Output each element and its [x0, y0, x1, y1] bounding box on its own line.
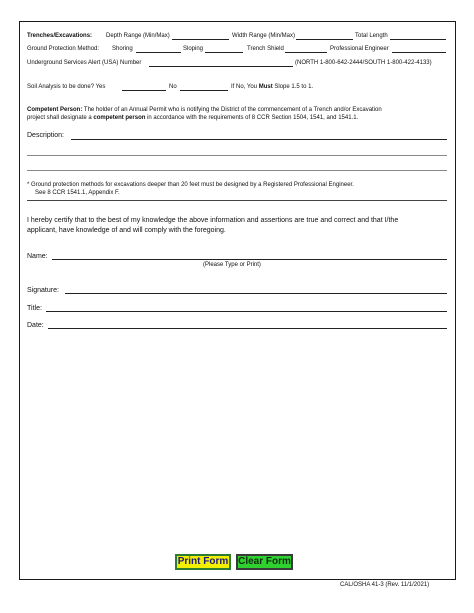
footnote-line-1: * Ground protection methods for excavations deeper than 20 feet must be designed by a Registered Professional Engineer.	[27, 182, 354, 188]
footnote-line-2: See 8 CCR 1541.1, Appendix F.	[35, 190, 120, 196]
sloping-label: Sloping	[183, 46, 204, 52]
sloping-field[interactable]	[205, 52, 243, 53]
trench-shield-label: Trench Shield	[247, 46, 284, 52]
soil-slope-note: If No, You Must Slope 1.5 to 1.	[231, 84, 314, 90]
total-length-label: Total Length	[355, 33, 388, 39]
trench-heading: Trenches/Excavations:	[27, 33, 93, 39]
usa-number-label: Underground Services Alert (USA) Number	[27, 60, 142, 66]
date-field[interactable]	[48, 328, 447, 329]
certification-line-1: I hereby certify that to the best of my knowledge the above information and assertions are true and correct and that I/the	[27, 217, 399, 224]
signature-field[interactable]	[65, 293, 447, 294]
name-hint: (Please Type or Print)	[203, 262, 261, 268]
section-divider	[27, 200, 447, 201]
soil-analysis-question: Soil Analysis to be done? Yes	[27, 84, 106, 90]
description-line-1[interactable]	[71, 139, 447, 140]
width-range-label: Width Range (Min/Max)	[232, 33, 296, 39]
description-line-3[interactable]	[27, 170, 447, 171]
total-length-field[interactable]	[390, 39, 446, 40]
protection-label: Ground Protection Method:	[27, 46, 100, 52]
competent-person-line-1: Competent Person: The holder of an Annual Permit who is notifying the District of the commencement of a Trench and/or Excavation	[27, 107, 382, 113]
competent-person-line-2: project shall designate a competent person in accordance with the requirements of 8 CCR Section 1504, 1541, and 1541.1.	[27, 115, 359, 121]
soil-no-field[interactable]	[180, 90, 228, 91]
description-line-2[interactable]	[27, 155, 447, 156]
title-label: Title:	[27, 305, 42, 312]
certification-line-2: applicant, have knowledge of and will comply with the foregoing.	[27, 227, 226, 234]
depth-range-label: Depth Range (Min/Max)	[106, 33, 170, 39]
width-range-field[interactable]	[296, 39, 353, 40]
professional-engineer-field[interactable]	[392, 52, 446, 53]
usa-number-field[interactable]	[149, 66, 293, 67]
form-border	[19, 21, 456, 580]
title-field[interactable]	[46, 311, 447, 312]
soil-yes-field[interactable]	[122, 90, 166, 91]
clear-form-button[interactable]: Clear Form	[236, 554, 293, 570]
depth-range-field[interactable]	[172, 39, 229, 40]
trench-shield-field[interactable]	[285, 52, 327, 53]
description-label: Description:	[27, 132, 64, 139]
usa-phone-numbers: (NORTH 1-800-642-2444/SOUTH 1-800-422-4133)	[295, 60, 432, 66]
soil-no-label: No	[169, 84, 177, 90]
shoring-field[interactable]	[136, 52, 181, 53]
form-id: CAL/OSHA 41-3 (Rev. 11/1/2021)	[340, 582, 430, 588]
name-label: Name:	[27, 253, 48, 260]
professional-engineer-label: Professional Engineer	[330, 46, 389, 52]
name-field[interactable]	[52, 259, 447, 260]
signature-label: Signature:	[27, 287, 59, 294]
date-label: Date:	[27, 322, 44, 329]
shoring-label: Shoring	[112, 46, 133, 52]
print-form-button[interactable]: Print Form	[175, 554, 231, 570]
